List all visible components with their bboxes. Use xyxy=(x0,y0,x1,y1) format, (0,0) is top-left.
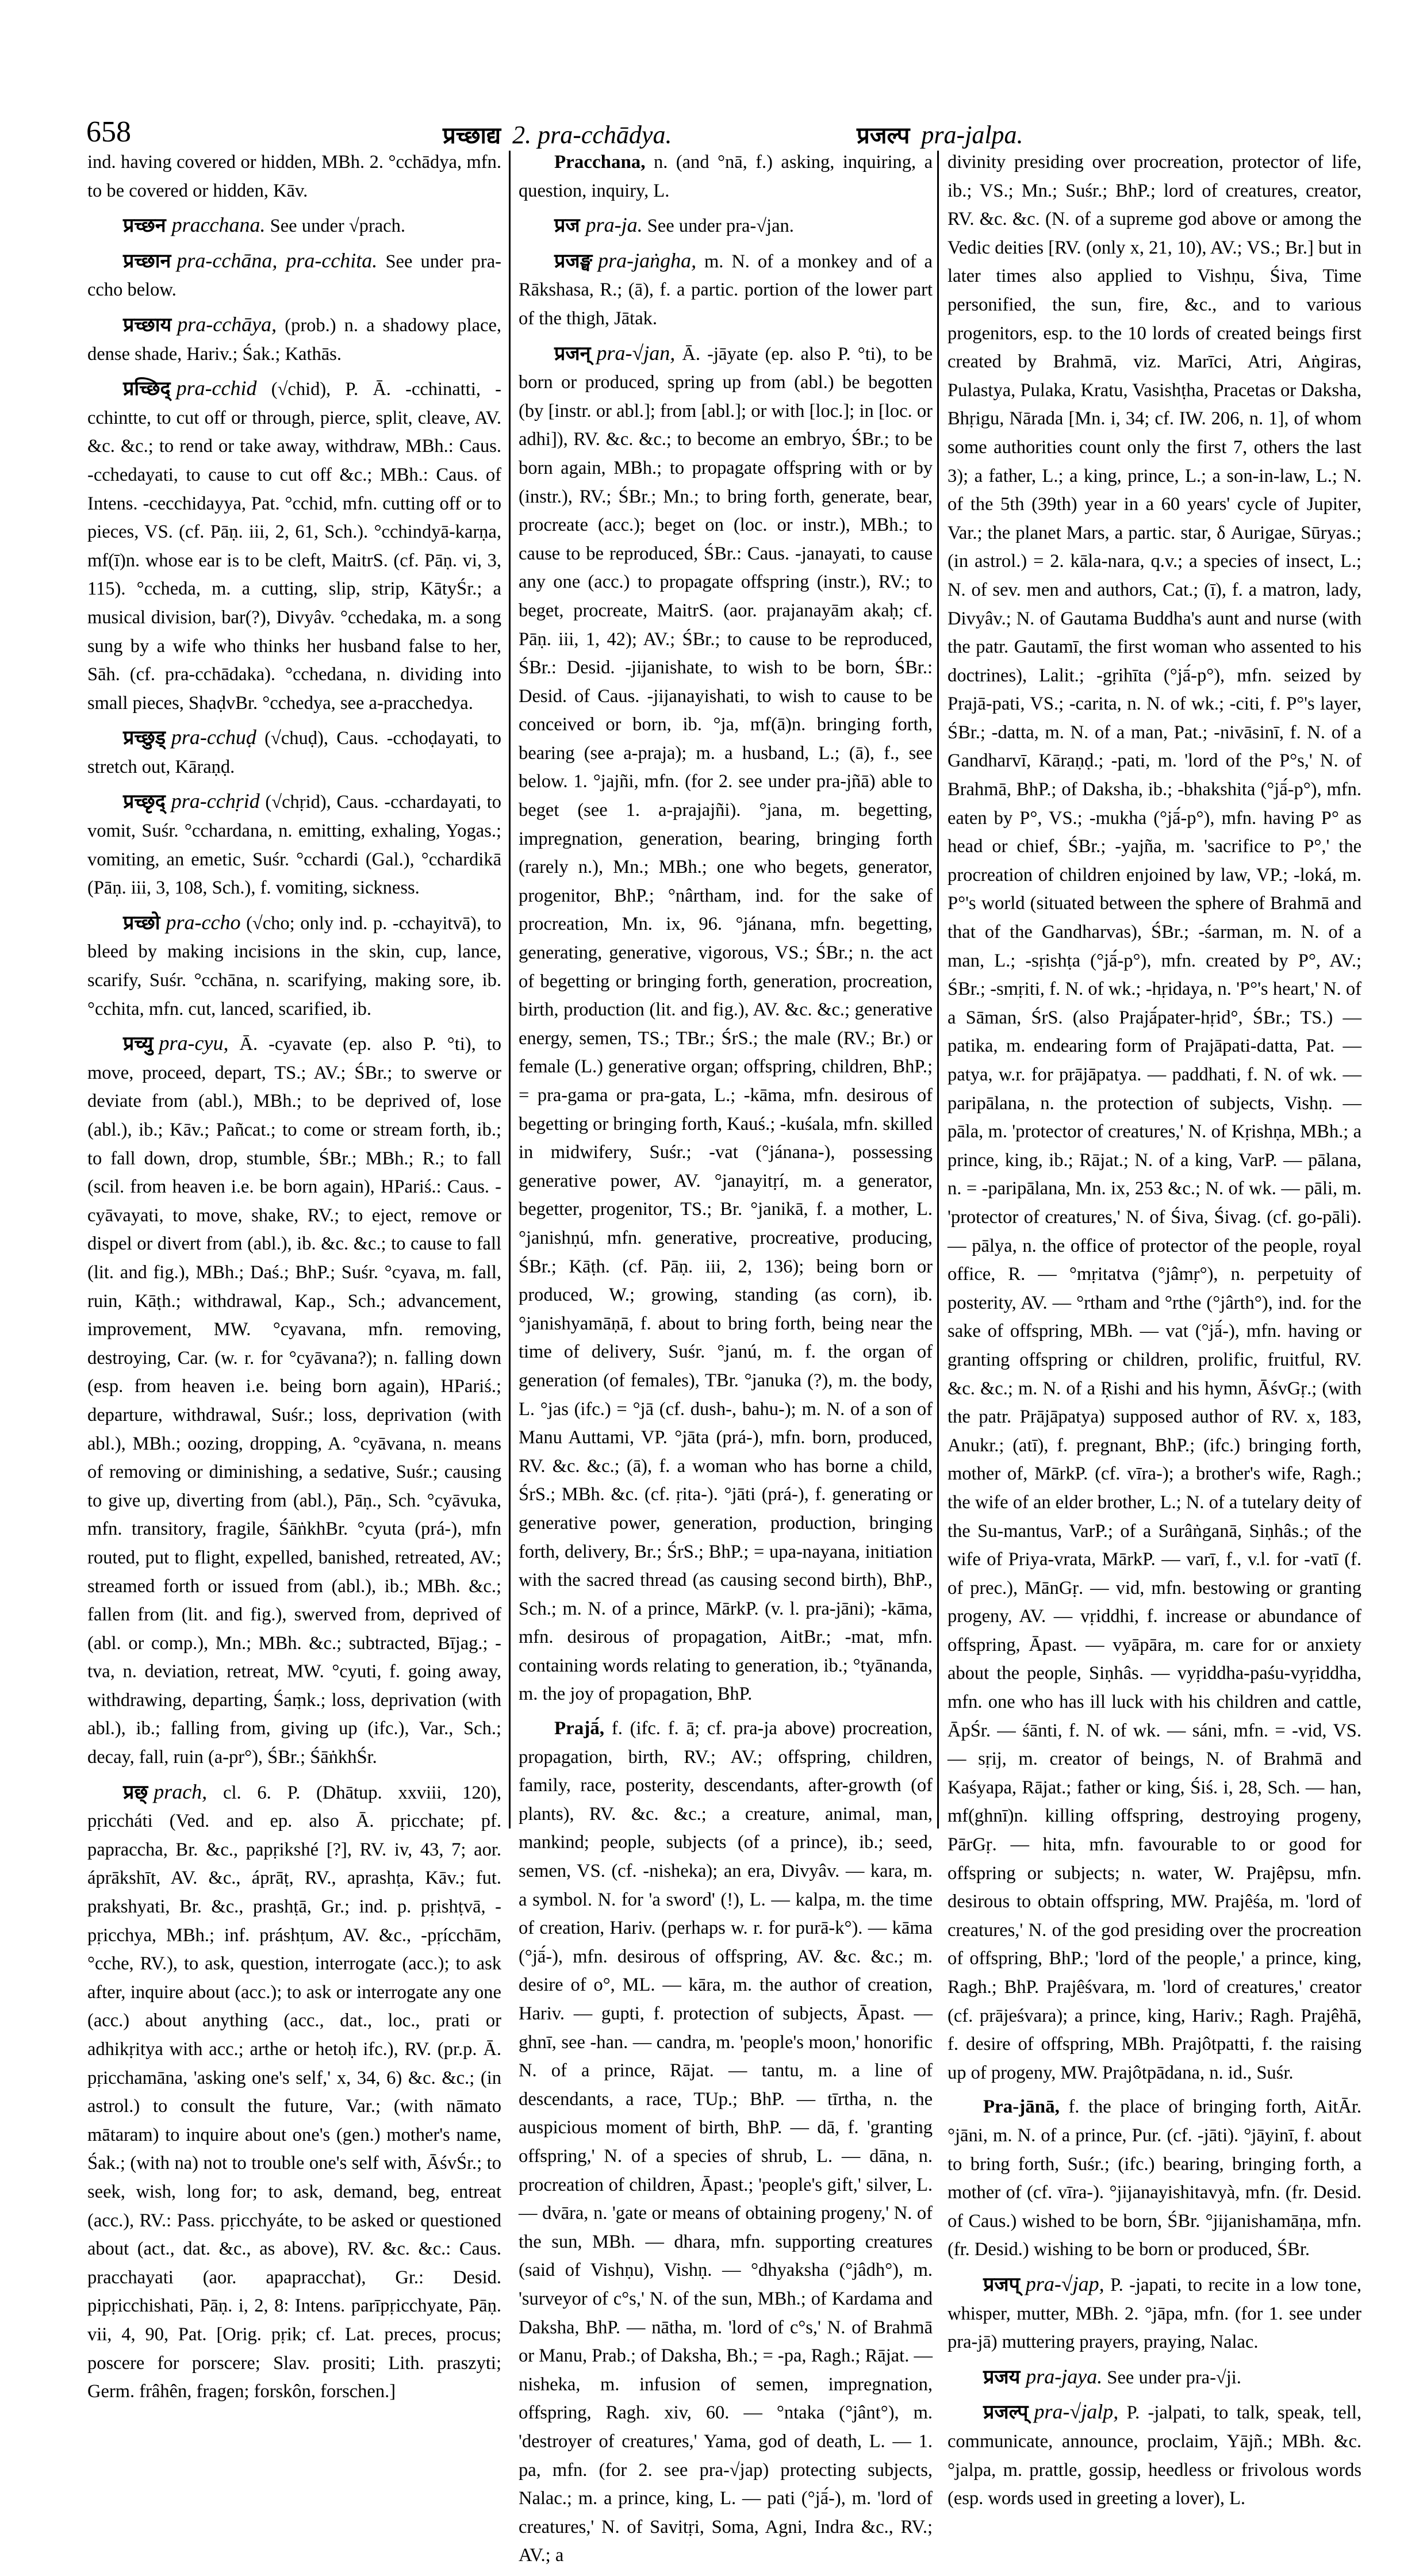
column-divider xyxy=(937,151,939,1828)
entry-devanagari-headword: प्रच्छन xyxy=(123,214,166,237)
entry-devanagari-headword: प्रजन् xyxy=(554,342,591,365)
entry-headword: pra-ja. xyxy=(585,213,643,237)
dictionary-entry xyxy=(87,310,501,369)
entry-devanagari-headword: प्रच्छो xyxy=(123,911,160,934)
dictionary-entry xyxy=(87,787,501,902)
dictionary-entry xyxy=(519,211,933,241)
entry-devanagari-headword: प्रच्छान xyxy=(123,249,171,273)
dictionary-entry xyxy=(87,148,501,205)
entry-definition: See under √prach. xyxy=(270,216,405,237)
entry-definition: P. -jalpati, to talk, speak, tell, communicate, announce, proclaim, Yājñ.; MBh. &c. °jalpa, m. prattle, gossip, heedless or frivolous words (esp. words used in greeting a lover), L. xyxy=(948,2402,1362,2509)
entry-definition: P. -japati, to recite in a low tone, whisper, mutter, MBh. 2. °jāpa, mfn. (for 1. see under pra-jā) muttering prayers, praying, Nalac. xyxy=(948,2274,1361,2353)
dictionary-entry xyxy=(519,247,933,334)
running-head-left xyxy=(443,118,672,150)
entry-devanagari-headword: प्रच्छुड् xyxy=(123,726,166,750)
dictionary-entry xyxy=(948,2270,1361,2357)
dictionary-column-3 xyxy=(948,148,1361,2519)
dictionary-column-2 xyxy=(519,148,933,2576)
running-head-left-latin: 2. pra-cchādya. xyxy=(512,121,672,149)
dictionary-entry xyxy=(87,908,501,1023)
dictionary-entry xyxy=(948,2093,1361,2264)
entry-definition: n. (and °nā, f.) asking, inquiring, a question, inquiry, L. xyxy=(519,152,933,201)
entry-headword: Pra-jānā, xyxy=(983,2096,1060,2118)
entry-definition: See under pra-√ji. xyxy=(1107,2367,1241,2388)
dictionary-entry xyxy=(519,1715,933,2570)
entry-headword: pra-ccho xyxy=(166,910,241,934)
entry-definition: Ā. -jāyate (ep. also P. °ti), to be born or produced, spring up from (abl.) be begotten (by [instr. or abl.]; from [abl.]; or with [loc.]; in [loc. or adhi]), RV. &c. &c.; to become an embryo, ŚBr.; to be born again, MBh.; to propagate offspring with or by (instr.), RV.; ŚBr.; Mn.; to bring forth, generate, bear, procreate (acc.); beget on (loc. or instr.), MBh.; to cause to be reproduced, ŚBr.: Caus. -janayati, to cause any one (acc.) to propagate offspring (instr.), RV.; to beget, procreate, MaitrS. (aor. prajanayām akaḥ; cf. Pāṇ. iii, 1, 42); AV.; ŚBr.; to cause to be reproduced, ŚBr.: Desid. -jijanishate, to wish to be born, ŚBr.: Desid. of Caus. -jijanayishati, to wish to cause to be conceived or born, ib. °ja, mf(ā)n. bringing forth, bearing (see a-praja); m. a husband, L.; (ā), f., see below. 1. °jajñi, mfn. (for 2. see under pra-jñā) able to beget (see 1. a-prajajñi). °jana, m. begetting, impregnation, generation, bearing, bringing forth (rarely n.), Mn.; MBh.; one who begets, generator, progenitor, BhP.; °nârtham, ind. for the sake of procreation, Mn. ix, 96. °jánana, mfn. begetting, generating, generative, vigorous, VS.; ŚBr.; n. the act of begetting or bringing forth, generation, procreation, birth, production (lit. and fig.), AV. &c. &c.; generative energy, semen, TS.; TBr.; ŚrS.; the male (RV.; Br.) or female (L.) generative organ; offspring, children, BhP.; = pra-gama or pra-gata, L.; -kāma, mfn. desirous of begetting or bringing forth, Kauś.; -kuśala, mfn. skilled in midwifery, Suśr.; -vat (°jánana-), possessing generative power, AV. °janayitṛí, m. a generator, begetter, progenitor, TS.; Br. °janikā, f. a mother, L. °janishṇú, mfn. generative, procreative, producing, ŚBr.; Kāṭh. (cf. Pāṇ. iii, 2, 136); being born or produced, W.; growing, standing (as corn), ib. °janishyamāṇā, f. about to bring forth, being near the time of delivery, Suśr. °janú, m. f. the organ of generation (of females), TBr. °januka (?), m. the body, L. °jas (ifc.) = °jā (cf. dush-, bahu-); m. N. of a son of Manu Auttami, VP. °jāta (prá-), mfn. born, produced, RV. &c. &c.; (ā), f. a woman who has borne a child, ŚrS.; MBh. &c. (cf. ṛita-). °jāti (prá-), f. generating or generative power, generation, production, bringing forth, delivery, Br.; ŚrS.; BhP.; = upa-nayana, initiation with the sacred thread (as causing second birth), BhP., Sch.; m. N. of a prince, MārkP. (v. l. pra-jāni); -kāma, mfn. desirous of propagation, AitBr.; -mat, mfn. containing words relating to generation, ib.; °tyānanda, m. the joy of propagation, BhP. xyxy=(519,343,933,1705)
entry-definition: divinity presiding over procreation, protector of life, ib.; VS.; Mn.; Suśr.; BhP.; lord of creatures, creator, RV. &c. &c. (N. of a supreme god above or among the Vedic deities [RV. (only x, 21, 10), AV.; VS.; Br.] but in later times also applied to Vishṇu, Śiva, Time personified, the sun, fire, &c., and to various progenitors, esp. to the 10 lords of created beings first created by Brahmā, viz. Marīci, Atri, Aṅgiras, Pulastya, Pulaka, Kratu, Vasishṭha, Pracetas or Daksha, Bhṛigu, Nārada [Mn. i, 34; cf. IW. 206, n. 1], of whom some authorities count only the first 7, others the last 3); a father, L.; a king, prince, L.; a son-in-law, L.; N. of the 5th (39th) year in a 60 years' cycle of Jupiter, Var.; the planet Mars, a partic. star, δ Aurigae, Sūryas.; (in astrol.) = 2. kāla-nara, q.v.; a species of insect, L.; N. of sev. men and authors, Cat.; (ī), f. a matron, lady, Divyâv.; N. of Gautama Buddha's aunt and nurse (with the patr. Gautamī, the first woman who assented to his doctrines), Lalit.; -gṛihīta (°jā́-p°), mfn. seized by Prajā-pati, VS.; -carita, n. N. of wk.; -citi, f. P°'s layer, ŚBr.; -datta, m. N. of a man, Pat.; -nivāsinī, f. N. of a Gandharvī, Kāraṇḍ.; -pati, m. 'lord of the P°s,' N. of Brahmā, BhP.; of Daksha, ib.; -bhakshita (°jā́-p°), mfn. eaten by P°, VS.; -mukha (°jā́-p°), mfn. having P° as head or chief, ŚBr.; -yajña, m. 'sacrifice to P°,' the procreation of children enjoined by law, VP.; -loká, m. P°'s world (situated between the sphere of Brahmā and that of the Gandharvas), ŚBr.; -śarman, m. N. of a man, L.; -sṛishṭa (°jā́-p°), mfn. created by P°, AV.; ŚBr.; -smṛiti, f. N. of wk.; -hṛidaya, n. 'P°'s heart,' N. of a Sāman, ŚrS. (also Prajā́pater-hṛid°, ŚBr.; TS.) — patika, m. endearing form of Prajāpati-datta, Pat. — patya, w.r. for prājāpatya. — paddhati, f. N. of wk. — paripālana, n. the protection of subjects, Vishṇ. — pāla, m. 'protector of creatures,' N. of Kṛishṇa, MBh.; a prince, king, ib.; Rājat.; N. of a king, VarP. — pālana, n. = -paripālana, Mn. ix, 253 &c.; N. of wk. — pāli, m. 'protector of creatures,' N. of Śiva, Śivag. (cf. go-pāli). — pālya, n. the office of protector of the people, royal office, R. — °mṛitatva (°jâmṛ°), n. perpetuity of posterity, AV. — °rtham and °rthe (°jârth°), ind. for the sake of offspring, MBh. — vat (°jā́-), mfn. having or granting offspring or children, prolific, fruitful, RV. &c. &c.; m. N. of a Ṛishi and his hymn, ĀśvGṛ.; (with the patr. Prājāpatya) supposed author of RV. x, 183, Anukr.; (atī), f. pregnant, BhP.; (ifc.) bringing forth, mother of, MārkP. (cf. vīra-); a brother's wife, Ragh.; the wife of an elder brother, L.; N. of a tutelary deity of the Su-mantus, VarP.; of a Surâṅganā, Siṇhâs.; of the wife of Priya-vrata, MārkP. — varī, f., v.l. for -vatī (f. of prec.), MānGṛ. — vid, mfn. bestowing or granting progeny, AV. — vṛiddhi, f. increase or abundance of offspring, Āpast. — vyāpāra, m. care for or anxiety about the people, Siṇhâs. — vyṛiddha-paśu-vyṛiddha, mfn. one who has ill luck with his children and cattle, ĀpŚr. — śānti, f. N. of wk. — sáni, mfn. = -vid, VS. — sṛij, m. creator of beings, N. of Brahmā and Kaśyapa, Rājat.; father or king, Śiś. i, 28, Sch. — han, mf(ghnī)n. killing offspring, destroying progeny, PārGṛ. — hita, mfn. favourable to or good for offspring or subjects; n. water, W. Prajêpsu, mfn. desirous to obtain offspring, MW. Prajêśa, m. 'lord of creatures,' N. of the god presiding over the procreation of offspring, BhP.; 'lord of the people,' a prince, king, Ragh.; BhP. Prajêśvara, m. 'lord of creatures,' creator (cf. prājeśvara); a prince, king, Hariv.; Ragh. Prajêhā, f. desire of offspring, MBh. Prajôtpatti, f. the raising up of progeny, MW. Prajôtpādana, n. id., Suśr. xyxy=(948,152,1361,2083)
entry-headword: pra-cchāna, pra-cchita. xyxy=(177,248,378,272)
dictionary-entry xyxy=(948,2363,1361,2393)
running-head-left-devanagari: प्रच्छाद्य xyxy=(443,122,501,148)
entry-headword: pra-cchāya, xyxy=(177,312,277,336)
entry-definition: (√chuḍ), Caus. -cchoḍayati, to stretch out, Kāraṇḍ. xyxy=(87,728,501,777)
running-head-right-latin: pra-jalpa. xyxy=(921,121,1023,149)
dictionary-entry xyxy=(87,1029,501,1772)
entry-definition: m. N. of a monkey and of a Rākshasa, R.; (ā), f. a partic. portion of the lower part of the thigh, Jātak. xyxy=(519,251,933,329)
entry-definition: See under pra-√jan. xyxy=(647,216,794,237)
dictionary-entry xyxy=(87,723,501,781)
entry-headword: pra-√jan, xyxy=(596,341,676,365)
page-number: 658 xyxy=(86,116,131,148)
dictionary-entry xyxy=(948,2398,1361,2513)
dictionary-entry xyxy=(87,247,501,305)
column-divider xyxy=(509,151,511,1828)
entry-headword: pra-jaya. xyxy=(1026,2364,1103,2388)
entry-definition: ind. having covered or hidden, MBh. 2. °cchādya, mfn. to be covered or hidden, Kāv. xyxy=(87,152,501,201)
entry-headword: pra-√jap, xyxy=(1025,2272,1104,2295)
entry-devanagari-headword: प्रजप् xyxy=(983,2272,1020,2296)
entry-devanagari-headword: प्रजङ्घ xyxy=(554,249,593,273)
dictionary-entry xyxy=(519,339,933,1709)
running-head-right-devanagari: प्रजल्प xyxy=(857,122,910,148)
entry-headword: pra-cchuḍ xyxy=(171,726,256,749)
dictionary-entry xyxy=(87,211,501,241)
entry-definition: (√cho; only ind. p. -cchayitvā), to bleed by making incisions in the skin, cup, lance, scarify, Suśr. °cchāna, n. scarifying, making sore, ib. °cchita, mfn. cut, lanced, scarified, ib. xyxy=(87,913,502,1019)
entry-headword: pra-cchid xyxy=(176,377,257,400)
dictionary-entry xyxy=(87,374,501,718)
entry-headword: pra-jaṅgha, xyxy=(598,248,697,272)
entry-headword: prach, xyxy=(154,1780,208,1803)
entry-devanagari-headword: प्रजल्प् xyxy=(983,2401,1029,2424)
entry-definition: cl. 6. P. (Dhātup. xxviii, 120), pṛiccháti (Ved. and ep. also Ā. pṛicchate; pf. papraccha, Br. &c., papṛikshé [?], RV. iv, 43, 7; aor. áprākshīt, AV. &c., áprāṭ, RV., aprashṭa, Kāv.; fut. prakshyati, Br. &c., prashṭā, Gr.; ind. p. pṛishṭvā, -pṛicchya, MBh.; inf. práshṭum, AV. &c., -pṛícchām, °cche, RV.), to ask, question, interrogate (acc.); to ask after, inquire about (acc.); to ask or interrogate any one (acc.) about anything (acc., dat., loc., prati or adhikṛitya with acc.; arthe or hetoḥ ifc.), RV. (pr.p. Ā. pṛicchamāna, 'asking one's self,' x, 34, 6) &c. &c.; (in astrol.) to consult the future, Var.; (with nāmato mātaram) to inquire about one's (gen.) mother's name, Śak.; (with na) not to trouble one's self with, ĀśvŚr.; to seek, wish, long for; to ask, demand, beg, entreat (acc.), RV.: Pass. pṛicchyáte, to be asked or questioned about (act., dat. &c., as above), RV. &c. &c.: Caus. pracchayati (aor. apapracchat), Gr.: Desid. pipṛicchishati, Pāṇ. i, 2, 8: Intens. parīpṛicchyate, Pāṇ. vii, 4, 90, Pat. [Orig. pṛik; cf. Lat. preces, procus; poscere for porscere; Slav. prositi; Lith. praszyti; Germ. frâhên, fragen; forskôn, forschen.] xyxy=(87,1782,501,2402)
entry-definition: (prob.) n. a shadowy place, dense shade, Hariv.; Śak.; Kathās. xyxy=(87,315,501,365)
dictionary-entry xyxy=(519,148,933,205)
entry-devanagari-headword: प्रच्छाय xyxy=(123,313,172,336)
entry-definition: f. (ifc. f. ā; cf. pra-ja above) procreation, propagation, birth, RV.; AV.; offspring, children, family, race, posterity, descendants, after-growth (of plants), RV. &c. &c.; a creature, animal, man, mankind; people, subjects (of a prince), ib.; seed, semen, VS. (cf. -nisheka); an era, Divyâv. — kara, m. a symbol. N. for 'a sword' (!), L. — kalpa, m. the time of creation, Hariv. (perhaps w. r. for purā-k°). — kāma (°jā́-), mfn. desirous of offspring, AV. &c. &c.; m. desire of o°, ML. — kāra, m. the author of creation, Hariv. — gupti, f. protection of subjects, Āpast. — ghnī, see -han. — candra, m. 'people's moon,' honorific N. of a prince, Rājat. — tantu, m. a line of descendants, a race, TUp.; BhP. — tīrtha, n. the auspicious moment of birth, BhP. — dā, f. 'granting offspring,' N. of a species of shrub, L. — dāna, n. procreation of children, Āpast.; 'people's gift,' silver, L. — dvāra, n. 'gate or means of obtaining progeny,' N. of the sun, MBh. — dhara, mfn. supporting creatures (said of Vishṇu), Vishṇ. — °dhyaksha (°jâdh°), m. 'surveyor of c°s,' N. of the sun, MBh.; of Kardama and Daksha, BhP. — nātha, m. 'lord of c°s,' N. of Brahmā or Manu, Prab.; of Daksha, Bh.; = -pa, Ragh.; Rājat. — nisheka, m. infusion of semen, impregnation, offspring, Ragh. xiv, 60. — °ntaka (°jânt°), m. 'destroyer of creatures,' Yama, god of death, L. — 1. pa, mfn. (for 2. see pra-√jap) protecting subjects, Nalac.; m. a prince, king, L. — pati (°jā́-), m. 'lord of creatures,' N. of Savitṛi, Soma, Agni, Indra &c., RV.; AV.; a xyxy=(519,1718,933,2566)
entry-definition: (√chid), P. Ā. -cchinatti, -cchintte, to cut off or through, pierce, split, cleave, AV. &c. &c.; to rend or take away, withdraw, MBh.: Caus. -cchedayati, to cause to cut off &c.; MBh.: Caus. of Intens. -cecchidayya, Pat. °cchid, mfn. cutting off or to pieces, VS. (cf. Pāṇ. iii, 2, 61, Sch.). °cchindyā-karṇa, mf(ī)n. whose ear is to be cleft, MaitrS. (cf. Pāṇ. vi, 3, 115). °ccheda, m. a cutting, slip, strip, KātyŚr.; a musical division, bar(?), Divyâv. °cchedaka, m. a song sung by a wife who thinks her husband false to her, Sāh. (cf. pra-cchādaka). °cchedana, n. dividing into small pieces, ShaḍvBr. °cchedya, see a-pracchedya. xyxy=(87,379,502,714)
dictionary-column-1 xyxy=(87,148,501,2412)
entry-devanagari-headword: प्रछ् xyxy=(123,1780,148,1804)
entry-headword: Pracchana, xyxy=(554,152,646,172)
dictionary-entry xyxy=(948,148,1361,2087)
dictionary-entry xyxy=(87,1778,501,2406)
entry-devanagari-headword: प्रच्छृद् xyxy=(123,790,166,814)
entry-headword: pra-√jalp, xyxy=(1034,2400,1119,2424)
entry-headword: pra-cchṛid xyxy=(171,789,260,813)
entry-devanagari-headword: प्रज xyxy=(554,214,580,237)
entry-definition: f. the place of bringing forth, AitĀr. °jāni, m. N. of a prince, Pur. (cf. -jāti). °jāyinī, f. about to bring forth, Suśr.; (ifc.) bearing, bringing forth, a mother of (cf. vīra-). °jijanayishitavyà, mfn. (fr. Desid. of Caus.) wished to be born, ŚBr. °jijanishamāṇa, mfn. (fr. Desid.) wishing to be born or produced, ŚBr. xyxy=(948,2096,1361,2260)
entry-devanagari-headword: प्रच्यु xyxy=(123,1032,154,1056)
entry-devanagari-headword: प्रजय xyxy=(983,2365,1021,2389)
entry-devanagari-headword: प्रच्छिद् xyxy=(123,377,171,401)
entry-headword: pra-cyu, xyxy=(159,1032,229,1055)
entry-headword: pracchana. xyxy=(171,213,266,237)
entry-definition: (√chṛid), Caus. -cchardayati, to vomit, Suśr. °cchardana, n. emitting, exhaling, Yogas.; vomiting, an emetic, Suśr. °cchardi (Gal.), °cchardikā (Pāṇ. iii, 3, 108, Sch.), f. vomiting, sickness. xyxy=(87,792,502,899)
entry-headword: Prajā́, xyxy=(554,1718,605,1739)
entry-definition: See under pra-ccho below. xyxy=(87,251,502,301)
running-head-right xyxy=(857,118,1023,150)
entry-definition: Ā. -cyavate (ep. also P. °ti), to move, proceed, depart, TS.; AV.; ŚBr.; to swerve or deviate from (abl.), MBh.; to be deprived of, lose (abl.), ib.; Kāv.; Pañcat.; to come or stream forth, ib.; to fall down, drop, stumble, ŚBr.; MBh.; R.; to fall (scil. from heaven i.e. be born again), HPariś.: Caus. -cyāvayati, to move, shake, RV.; to eject, remove or dispel or divert from (abl.), ib. &c. &c.; to cause to fall (lit. and fig.), MBh.; Daś.; BhP.; Suśr. °cyava, m. fall, ruin, Kāṭh.; withdrawal, Kap., Sch.; advancement, improvement, MW. °cyavana, mfn. removing, destroying, Car. (w. r. for °cyāvana?); n. falling down (esp. from heaven i.e. being born again), HPariś.; departure, withdrawal, Suśr.; loss, deprivation (with abl.), MBh.; oozing, dropping, A. °cyāvana, n. means of removing or diminishing, a sedative, Suśr.; causing to give up, diverting from (abl.), Pāṇ., Sch. °cyāvuka, mfn. transitory, fragile, ŚāṅkhBr. °cyuta (prá-), mfn routed, put to flight, expelled, banished, retreated, AV.; streamed forth or issued from (abl.), ib.; MBh. &c.; fallen from (lit. and fig.), swerved from, deprived of (abl. or comp.), Mn.; MBh. &c.; subtracted, Bījag.; -tva, n. deviation, retreat, MW. °cyuti, f. going away, withdrawing, departing, Śaṃk.; loss, deprivation (with abl.), ib.; falling from, giving up (ifc.), Var., Sch.; decay, fall, ruin (a-pr°), ŚBr.; ŚāṅkhŚr. xyxy=(87,1034,501,1768)
